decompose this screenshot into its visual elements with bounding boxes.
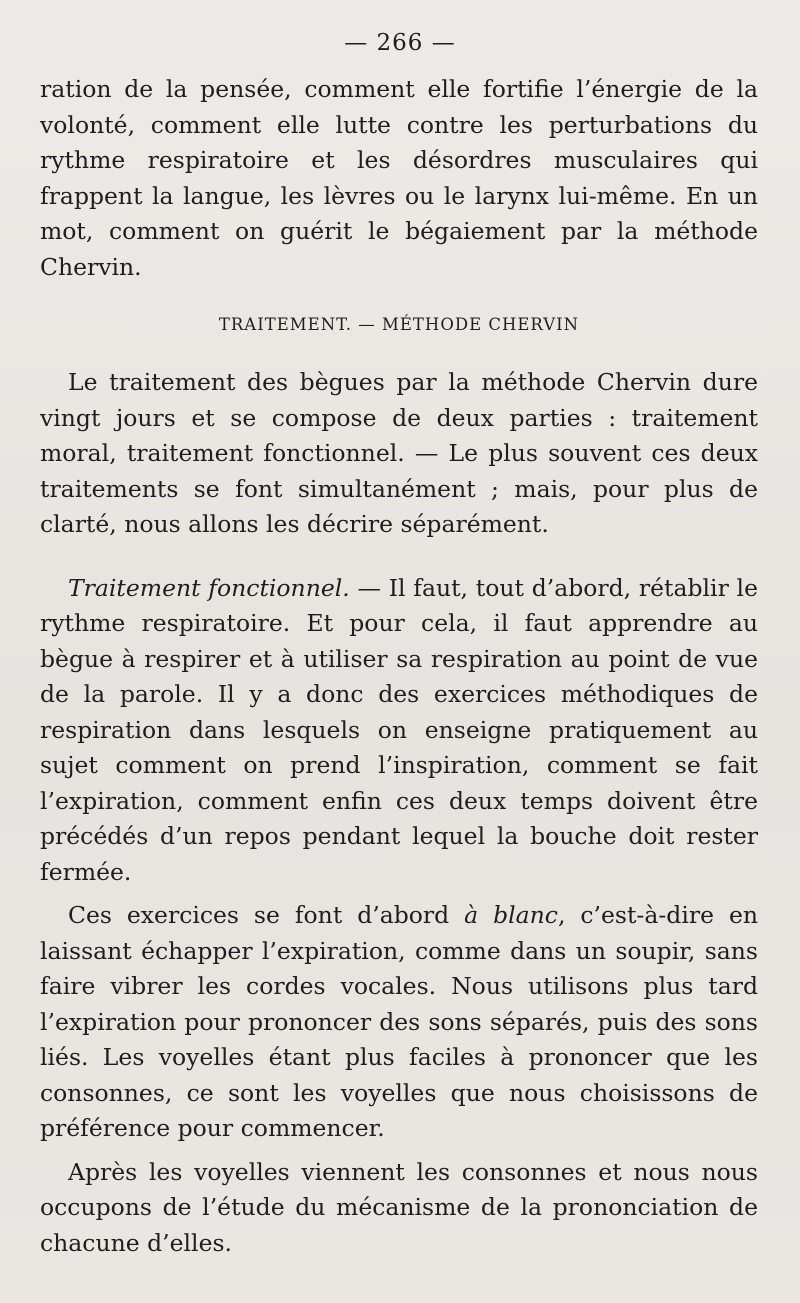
paragraph-1: ration de la pensée, comment elle fortifie l’énergie de la volonté, comment elle lutte contre les perturbations du rythme respiratoire et les désordres musculaires qui frappent la langue, les lèvres ou le larynx lui-même. En un mot, comment on guérit le bégaiement par la méthode Chervin. [40, 75, 758, 281]
paragraph-3-italic-lead: Traitement fonctionnel. [68, 573, 350, 602]
section-heading: TRAITEMENT. — MÉTHODE CHERVIN [218, 315, 580, 334]
paragraph-4-text-b: , c’est-à-dire en laissant échapper l’expiration, comme dans un soupir, sans faire vibrer les cordes vocales. Nous utilisons plus tard l’expiration pour prononcer des sons séparés, puis des sons liés. Les voyelles étant plus faciles à prononcer que les consonnes, ce sont les voyelles que nous choisissons de préférence pour commencer. [40, 901, 758, 1142]
paragraph-3-text: — Il faut, tout d’abord, rétablir le rythme respiratoire. Et pour cela, il faut apprendre au bègue à respirer et à utiliser sa respiration au point de vue de la parole. Il y a donc des exercices méthodiques de respiration dans lesquels on enseigne pratiquement au sujet comment on prend l’inspiration, comment se fait l’expiration, comment enfin ces deux temps doivent être précédés d’un repos pendant lequel la bouche doit rester fermée. [40, 573, 758, 886]
paragraph-2: Le traitement des bègues par la méthode Chervin dure vingt jours et se compose de deux parties : traitement moral, traitement fonctionnel. — Le plus souvent ces deux traitements se font simultanément ; mais, pour plus de clarté, nous allons les décrire séparément. [40, 368, 758, 538]
page-number: — 266 — [344, 30, 456, 56]
paragraph-4-text-a: Ces exercices se font d’abord [68, 901, 465, 929]
page-body [40, 72, 758, 1261]
paragraph-5: Après les voyelles viennent les consonnes et nous nous occupons de l’étude du mécanisme de la prononciation de chacune d’elles. [40, 1157, 758, 1257]
paragraph-3 [40, 571, 758, 891]
paragraph-4 [40, 898, 758, 1147]
paragraph-4-italic: à blanc [464, 901, 558, 929]
